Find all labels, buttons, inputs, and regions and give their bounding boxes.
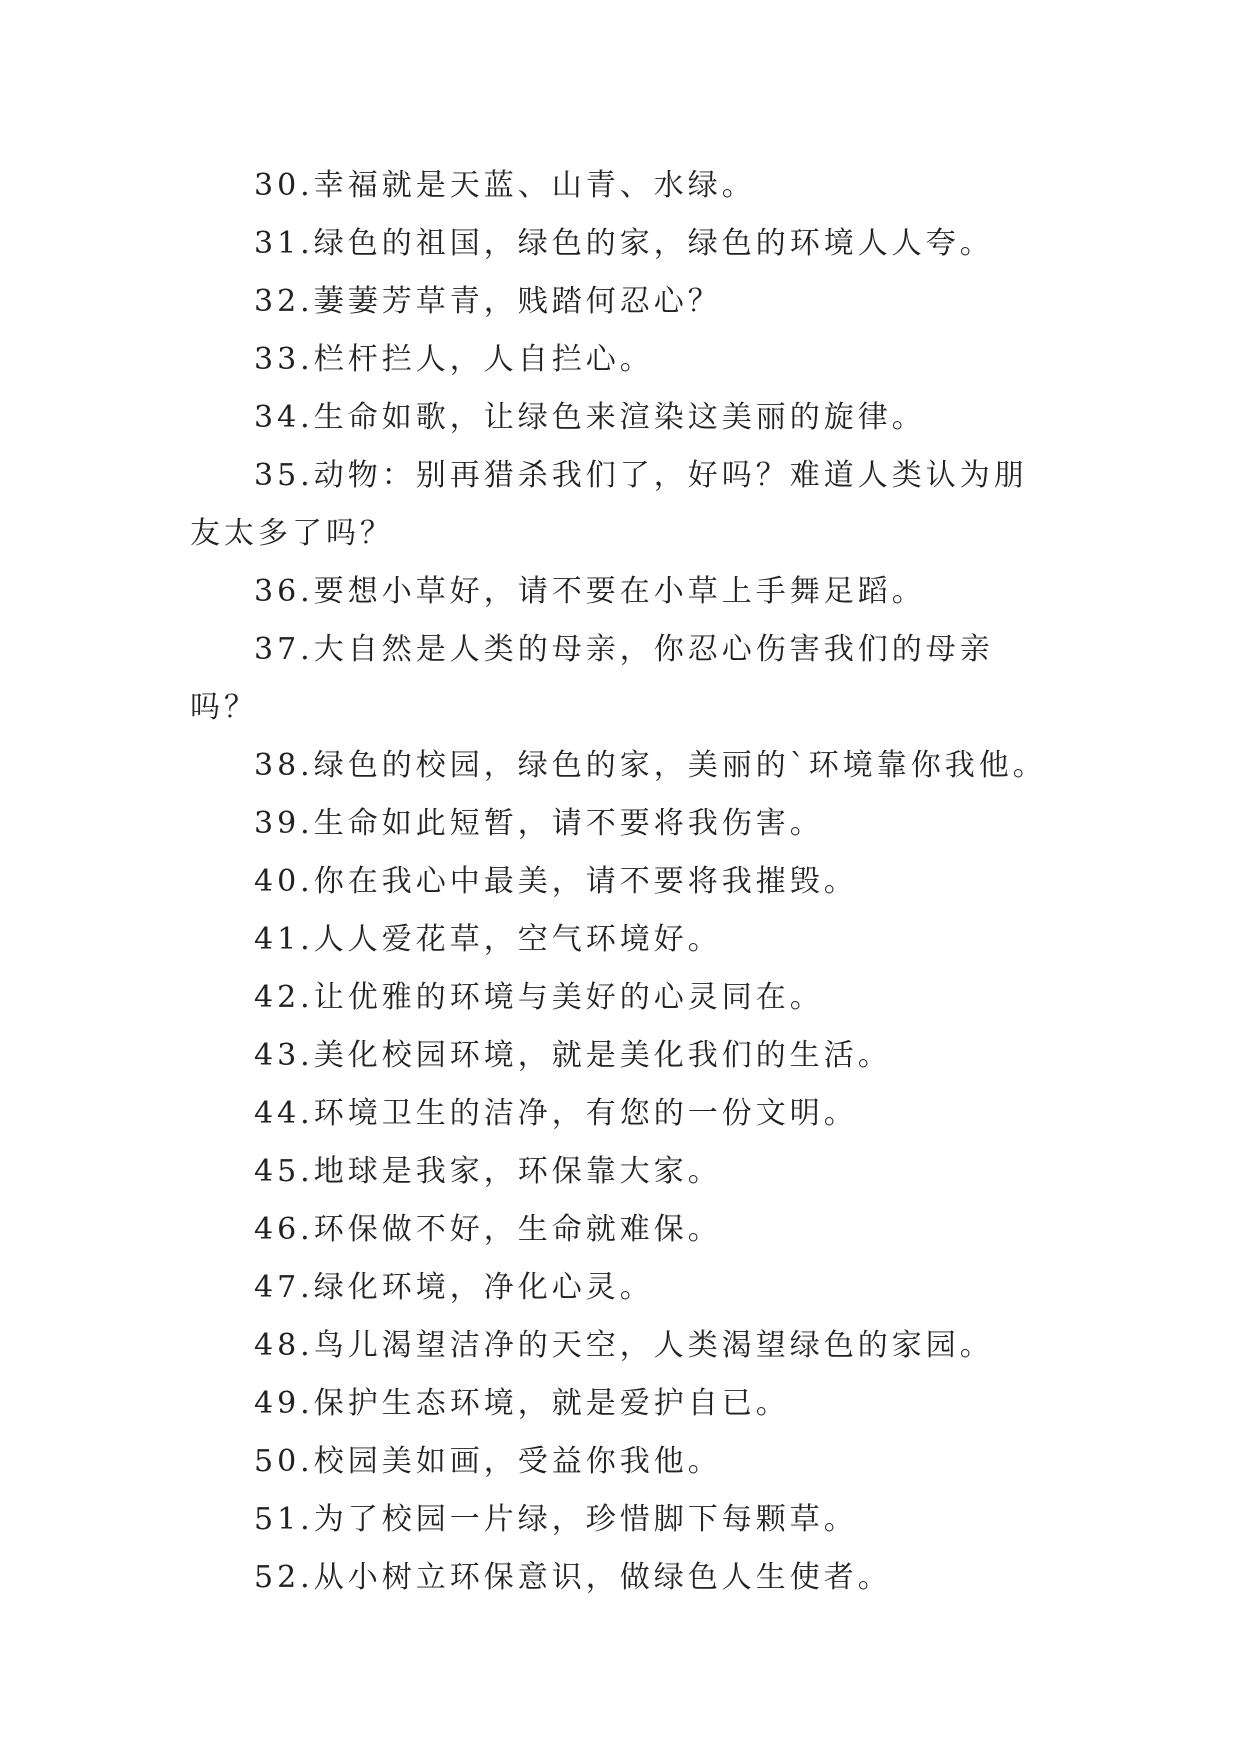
document-body: [190, 157, 1050, 1607]
list-item: 52.从小树立环保意识，做绿色人生使者。: [254, 1560, 892, 1595]
list-item: 48.鸟儿渴望洁净的天空，人类渴望绿色的家园。: [254, 1328, 994, 1363]
list-item: 41.人人爱花草，空气环境好。: [254, 922, 722, 957]
list-item: 46.环保做不好，生命就难保。: [254, 1212, 722, 1247]
list-item: 42.让优雅的环境与美好的心灵同在。: [254, 980, 824, 1015]
list-item: 47.绿化环境，净化心灵。: [254, 1270, 654, 1305]
list-item: 33.栏杆拦人，人自拦心。: [254, 342, 654, 377]
list-item: 37.大自然是人类的母亲，你忍心伤害我们的母亲吗？: [190, 632, 994, 725]
list-item: 34.生命如歌，让绿色来渲染这美丽的旋律。: [254, 400, 926, 435]
list-item: 31.绿色的祖国，绿色的家，绿色的环境人人夸。: [254, 226, 994, 261]
list-item: 50.校园美如画，受益你我他。: [254, 1444, 722, 1479]
list-item: 38.绿色的校园，绿色的家，美丽的`环境靠你我他。: [254, 748, 1047, 783]
list-item: 30.幸福就是天蓝、山青、水绿。: [254, 168, 756, 203]
list-item: 45.地球是我家，环保靠大家。: [254, 1154, 722, 1189]
list-item: 43.美化校园环境，就是美化我们的生活。: [254, 1038, 892, 1073]
list-item: 51.为了校园一片绿，珍惜脚下每颗草。: [254, 1502, 858, 1537]
list-item: 39.生命如此短暂，请不要将我伤害。: [254, 806, 824, 841]
list-item: 32.萋萋芳草青，贱踏何忍心？: [254, 284, 722, 319]
list-item: 49.保护生态环境，就是爱护自已。: [254, 1386, 790, 1421]
list-item: 40.你在我心中最美，请不要将我摧毁。: [254, 864, 858, 899]
list-item: 44.环境卫生的洁净，有您的一份文明。: [254, 1096, 858, 1131]
list-item: 35.动物：别再猎杀我们了，好吗？难道人类认为朋友太多了吗？: [190, 458, 1028, 551]
list-item: 36.要想小草好，请不要在小草上手舞足蹈。: [254, 574, 926, 609]
